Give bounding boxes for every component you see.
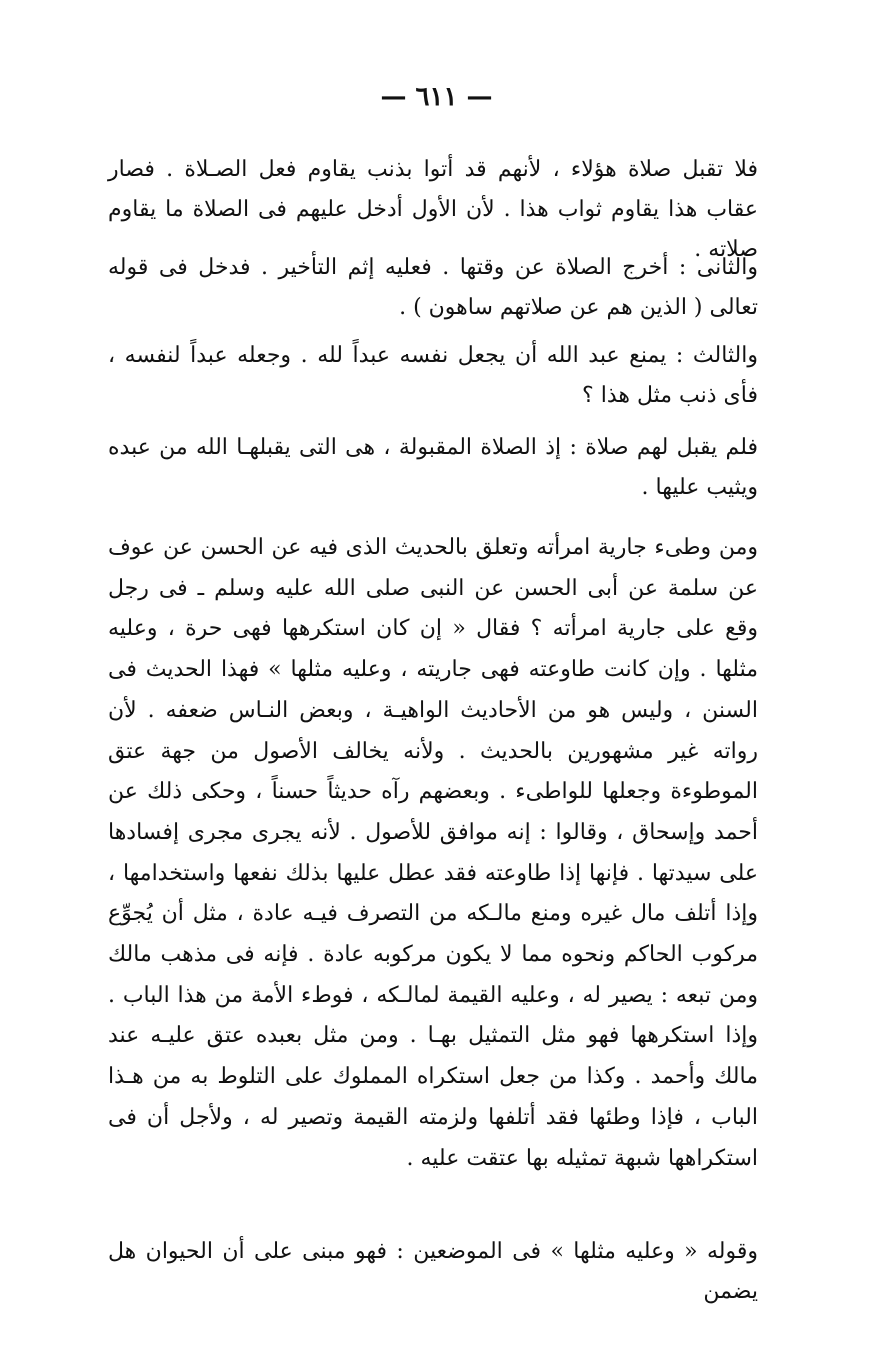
paragraph-text: فلا تقبل صلاة هؤلاء ، لأنهم قد أتوا بذنب يقاوم فعل الصـلاة . فصار عقاب هذا يقاوم ثواب هذا . لأن الأول أدخل عليهم فى الصلاة ما يقاوم صلاته . — [108, 157, 758, 262]
paragraph-third — [108, 336, 758, 416]
paragraph-final-line — [108, 1232, 758, 1312]
paragraph-conclusion — [108, 428, 758, 508]
paragraph-text: وقوله « وعليه مثلها » فى الموضعين : فهو مبنى على أن الحيوان هل يضمن — [108, 1239, 758, 1304]
paragraph-text: والثالث : يمنع عبد الله أن يجعل نفسه عبداً لله . وجعله عبداً لنفسه ، فأى ذنب مثل هذا ؟ — [108, 343, 758, 408]
paragraph-hadith-discussion — [108, 528, 758, 1179]
page-number: — ٦١١ — — [380, 82, 493, 112]
paragraph-text: والثانى : أخرج الصلاة عن وقتها . فعليه إثم التأخير . فدخل فى قوله تعالى ( الذين هم عن صلاتهم ساهون ) . — [108, 255, 758, 320]
paragraph-second — [108, 248, 758, 328]
paragraph-text: فلم يقبل لهم صلاة : إذ الصلاة المقبولة ، هى التى يقبلهـا الله من عبده ويثيب عليها . — [108, 435, 758, 500]
paragraph-text: ومن وطىء جارية امرأته وتعلق بالحديث الذى فيه عن الحسن عن عوف عن سلمة عن أبى الحسن عن النبى صلى الله عليه وسلم ـ فى رجل وقع على جارية امرأته ؟ فقال « إن كان استكرهها فهى حرة ، وعليه مثلها . وإن كانت طاوعته فهى جاريته ، وعليه مثلها » فهذا الحديث فى السنن ، وليس هو من الأحاديث الواهيـة ، وبعض النـاس ضعفه . لأن رواته غير مشهورين بالحديث . ولأنه يخالف الأصول من جهة عتق الموطوءة وجعلها للواطىء . وبعضهم رآه حديثاً حسناً ، وحكى ذلك عن أحمد وإسحاق ، وقالوا : إنه موافق للأصول . لأنه يجرى مجرى إفسادها على سيدتها . فإنها إذا طاوعته فقد عطل عليها بذلك نفعها واستخدامها ، وإذا أتلف مال غيره ومنع مالـكه من التصرف فيـه عادة ، مثل أن يُجوِّع مركوب الحاكم ونحوه مما لا يكون مركوبه عادة . فإنه فى مذهب مالك ومن تبعه : يصير له ، وعليه القيمة لمالـكه ، فوطء الأمة من هذا الباب . وإذا استكرهها فهو مثل التمثيل بهـا . ومن مثل بعبده عتق عليـه عند مالك وأحمد . وكذا من جعل استكراه المملوك على التلوط به من هـذا الباب ، فإذا وطئها فقد أتلفها ولزمته القيمة وتصير له ، ولأجل أن فى استكراهها شبهة تمثيله بها عتقت عليه . — [108, 535, 759, 1171]
